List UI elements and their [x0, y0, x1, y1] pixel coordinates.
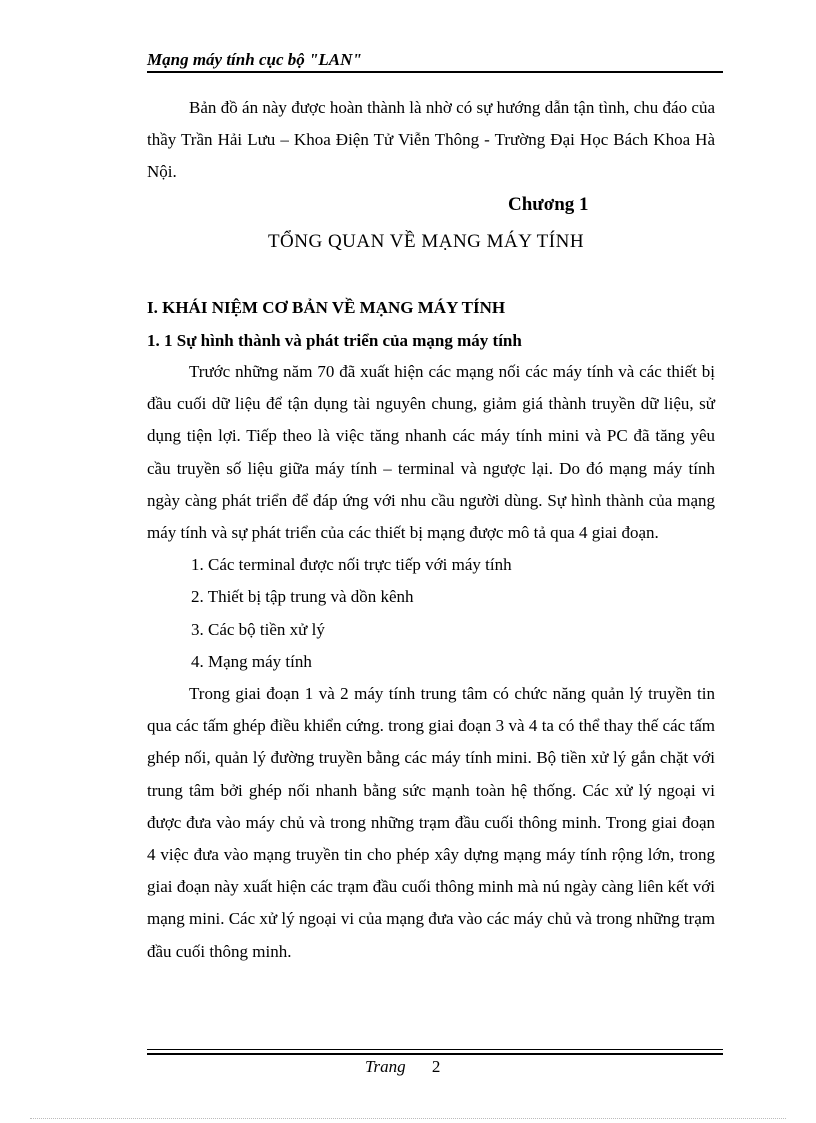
paragraph-stages-detail: Trong giai đoạn 1 và 2 máy tính trung tâm có chức năng quản lý truyền tin qua các tấm ghép điều khiển cứng. trong giai đoạn 3 và 4 ta có thể thay thế các tấm ghép nối, quản lý đường truyền bằng các máy tính mini. Bộ tiền xử lý gắn chặt với trung tâm bởi ghép nối nhanh bằng sức mạnh toàn hệ thống. Các xử lý ngoại vi được đưa vào máy chủ và trong những trạm đầu cuối thông minh. Trong giai đoạn 4 việc đưa vào mạng truyền tin cho phép xây dựng mạng máy tính rộng lớn, trong giai đoạn này xuất hiện các trạm đầu cuối thông minh mà nú ngày càng liên kết với mạng mini. Các xử lý ngoại vi của mạng đưa vào các máy chủ và trong những trạm đầu cuối thông minh.	[147, 684, 715, 961]
footer-rule-thick	[147, 1053, 723, 1055]
list-item: 2. Thiết bị tập trung và dồn kênh	[191, 587, 414, 607]
footer-page-label: Trang	[365, 1057, 406, 1076]
header-title: Mạng máy tính cục bộ "LAN"	[147, 50, 362, 69]
footer-rule-thin	[147, 1049, 723, 1050]
intro-block	[147, 92, 715, 189]
chapter-number: Chương 1	[508, 194, 589, 215]
header-rule	[147, 71, 723, 73]
paragraph-history: Trước những năm 70 đã xuất hiện các mạng nối các máy tính và các thiết bị đầu cuối dữ liệu để tận dụng tài nguyên chung, giảm giá thành truyền dữ liệu, sử dụng tiện lợi. Tiếp theo là việc tăng nhanh các máy tính mini và PC đã tăng yêu cầu truyền số liệu giữa máy tính – terminal và ngược lại. Do đó mạng máy tính ngày càng phát triển để đáp ứng với nhu cầu người dùng. Sự hình thành của mạng máy tính và sự phát triển của các thiết bị mạng được mô tả qua 4 giai đoạn.	[147, 362, 715, 543]
page-bottom-divider	[30, 1118, 786, 1119]
subsection-heading: 1. 1 Sự hình thành và phát triển của mạng máy tính	[147, 331, 522, 350]
list-item: 3. Các bộ tiền xử lý	[191, 619, 325, 639]
stages-list	[147, 549, 715, 678]
page-footer	[365, 1056, 440, 1078]
section-heading: I. KHÁI NIỆM CƠ BẢN VỀ MẠNG MÁY TÍNH	[147, 298, 506, 317]
section-body	[147, 356, 715, 968]
list-item: 1. Các terminal được nối trực tiếp với máy tính	[191, 555, 512, 575]
chapter-title: TỔNG QUAN VỀ MẠNG MÁY TÍNH	[267, 231, 585, 252]
footer-page-number: 2	[431, 1057, 441, 1076]
list-item: 4. Mạng máy tính	[191, 651, 312, 671]
page-header	[147, 50, 723, 70]
intro-paragraph: Bản đồ án này được hoàn thành là nhờ có sự hướng dẫn tận tình, chu đáo của thầy Trần Hải Lưu – Khoa Điện Tử Viễn Thông - Trường Đại Học Bách Khoa Hà Nội.	[147, 98, 715, 182]
